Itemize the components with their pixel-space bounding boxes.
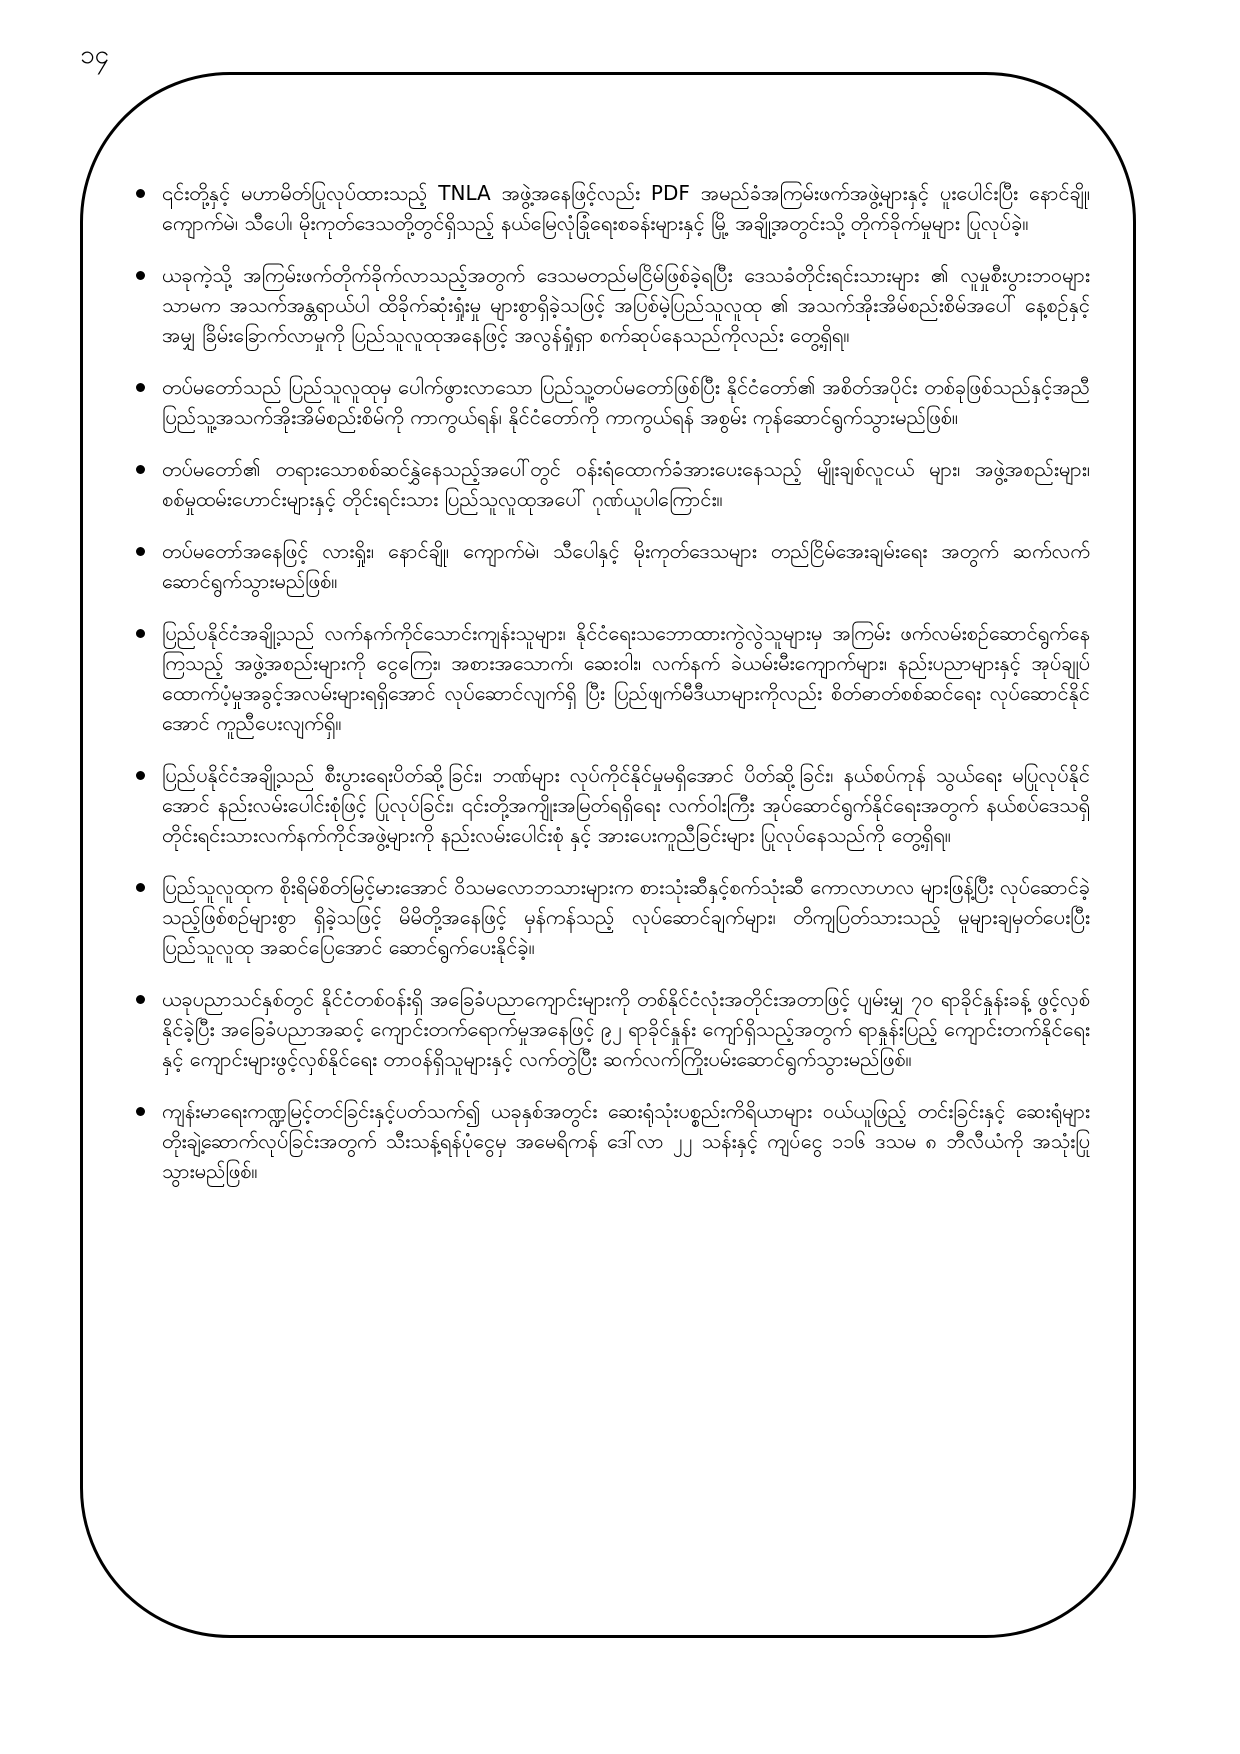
- bullet-text: ယခုကဲ့သို့ အကြမ်းဖက်တိုက်ခိုက်လာသည့်အတွက် ဒေသမတည်မငြိမ်ဖြစ်ခဲ့ရပြီး ဒေသခံတိုင်းရင်းသားများ ၏ လူမှုစီးပွားဘဝများသာမက အသက်အန္တရာယ်ပါ ထိခိုက်ဆုံးရှုံးမှု များစွာရှိခဲ့သဖြင့် အပြစ်မဲ့ပြည်သူလူထု ၏ အသက်အိုးအိမ်စည်းစိမ်အပေါ် နေ့စဉ်နှင့်အမျှ ခြိမ်းခြောက်လာမှုကို ပြည်သူလူထုအနေဖြင့် အလွန်ရှုံရှာ စက်ဆုပ်နေသည်ကိုလည်း တွေ့ရှိရ။: [162, 263, 1090, 347]
- bullet-text: ပြည်ပနိုင်ငံအချို့သည် စီးပွားရေးပိတ်ဆို့ခြင်း၊ ဘဏ်များ လုပ်ကိုင်နိုင်မှုမရှိအောင် ပိတ်ဆို့ခြင်း၊ နယ်စပ်ကုန် သွယ်ရေး မပြုလုပ်နိုင်အောင် နည်းလမ်းပေါင်းစုံဖြင့် ပြုလုပ်ခြင်း၊ ၎င်းတို့အကျိုးအမြတ်ရရှိရေး လက်ဝါးကြီး အုပ်ဆောင်ရွက်နိုင်ရေးအတွက် နယ်စပ်ဒေသရှိ တိုင်းရင်းသားလက်နက်ကိုင်အဖွဲ့များကို နည်းလမ်းပေါင်းစုံ နှင့် အားပေးကူညီခြင်းများ ပြုလုပ်နေသည်ကို တွေ့ရှိရ။: [162, 763, 1090, 847]
- bullet-text: တပ်မတော်၏ တရားသောစစ်ဆင်နွှဲနေသည့်အပေါ်တွင် ဝန်းရံထောက်ခံအားပေးနေသည့် မျိုးချစ်လူငယ် များ၊ အဖွဲ့အစည်းများ၊ စစ်မှုထမ်းဟောင်းများနှင့် တိုင်းရင်းသား ပြည်သူလူထုအပေါ် ဂုဏ်ယူပါကြောင်း။: [162, 457, 1090, 511]
- bullet-text: ကျန်းမာရေးကဏ္ဍမြင့်တင်ခြင်းနှင့်ပတ်သက်၍ ယခုနှစ်အတွင်း ဆေးရုံသုံးပစ္စည်းကိရိယာများ ဝယ်ယူဖြည့် တင်းခြင်းနှင့် ဆေးရုံများတိုးချဲ့ဆောက်လုပ်ခြင်းအတွက် သီးသန့်ရန်ပုံငွေမှ အမေရိကန် ဒေါ်လာ ၂၂ သန်းနှင့် ကျပ်ငွေ ၁၁၆ ဒသမ ၈ ဘီလီယံကို အသုံးပြုသွားမည်ဖြစ်။: [162, 1099, 1090, 1183]
- bullet-item: [140, 536, 1090, 596]
- bullet-text: ပြည်သူလူထုက စိုးရိမ်စိတ်မြင့်မားအောင် ဝိသမလောဘသားများက စားသုံးဆီနှင့်စက်သုံးဆီ ကောလာဟလ များဖြန့်ပြီး လုပ်ဆောင်ခဲ့သည့်ဖြစ်စဉ်များစွာ ရှိခဲ့သဖြင့် မိမိတို့အနေဖြင့် မှန်ကန်သည့် လုပ်ဆောင်ချက်များ၊ တိကျပြတ်သားသည့် မူများချမှတ်ပေးပြီး ပြည်သူလူထု အဆင်ပြေအောင် ဆောင်ရွက်ပေးနိုင်ခဲ့။: [162, 875, 1090, 959]
- bullet-dot-icon: [136, 995, 145, 1004]
- bullet-list: [140, 178, 1090, 1208]
- bullet-item: [140, 260, 1090, 350]
- bullet-item: [140, 872, 1090, 962]
- bullet-item: [140, 760, 1090, 850]
- bullet-text: ပြည်ပနိုင်ငံအချို့သည် လက်နက်ကိုင်သောင်းကျန်းသူများ၊ နိုင်ငံရေးသဘောထားကွဲလွဲသူများမှ အကြမ်း ဖက်လမ်းစဉ်ဆောင်ရွက်နေကြသည့် အဖွဲ့အစည်းများကို ငွေကြေး၊ အစားအသောက်၊ ဆေးဝါး၊ လက်နက် ခဲယမ်းမီးကျောက်များ၊ နည်းပညာများနှင့် အုပ်ချုပ်ထောက်ပံ့မှုအခွင့်အလမ်းများရရှိအောင် လုပ်ဆောင်လျက်ရှိ ပြီး ပြည်ဖျက်မီဒီယာများကိုလည်း စိတ်ဓာတ်စစ်ဆင်ရေး လုပ်ဆောင်နိုင်အောင် ကူညီပေးလျက်ရှိ။: [162, 621, 1090, 735]
- bullet-text: ၎င်းတို့နှင့် မဟာမိတ်ပြုလုပ်ထားသည့် TNLA အဖွဲ့အနေဖြင့်လည်း PDF အမည်ခံအကြမ်းဖက်အဖွဲ့များနှင့် ပူးပေါင်းပြီး နောင်ချို၊ ကျောက်မဲ၊ သီပေါ၊ မိုးကုတ်ဒေသတို့တွင်ရှိသည့် နယ်မြေလုံခြုံရေးစခန်းများနှင့် မြို့ အချို့အတွင်းသို့ တိုက်ခိုက်မှုများ ပြုလုပ်ခဲ့။: [162, 181, 1090, 235]
- bullet-item: [140, 178, 1090, 238]
- bullet-item: [140, 372, 1090, 432]
- bullet-text: ယခုပညာသင်နှစ်တွင် နိုင်ငံတစ်ဝန်းရှိ အခြေခံပညာကျောင်းများကို တစ်နိုင်ငံလုံးအတိုင်းအတာဖြင့် ပျမ်းမျှ ၇၀ ရာခိုင်နှုန်းခန့် ဖွင့်လှစ်နိုင်ခဲ့ပြီး အခြေခံပညာအဆင့် ကျောင်းတက်ရောက်မှုအနေဖြင့် ၉၂ ရာခိုင်နှုန်း ကျော်ရှိသည့်အတွက် ရာနှုန်းပြည့် ကျောင်းတက်နိုင်ရေးနှင့် ကျောင်းများဖွင့်လှစ်နိုင်ရေး တာဝန်ရှိသူများနှင့် လက်တွဲပြီး ဆက်လက်ကြိုးပမ်းဆောင်ရွက်သွားမည်ဖြစ်။: [162, 987, 1090, 1071]
- bullet-dot-icon: [136, 547, 145, 556]
- bullet-dot-icon: [136, 771, 145, 780]
- bullet-dot-icon: [136, 189, 145, 198]
- bullet-text: တပ်မတော်သည် ပြည်သူလူထုမှ ပေါက်ဖွားလာသော ပြည်သူ့တပ်မတော်ဖြစ်ပြီး နိုင်ငံတော်၏ အစိတ်အပိုင်း တစ်ခုဖြစ်သည်နှင့်အညီ ပြည်သူ့အသက်အိုးအိမ်စည်းစိမ်ကို ကာကွယ်ရန်၊ နိုင်ငံတော်ကို ကာကွယ်ရန် အစွမ်း ကုန်ဆောင်ရွက်သွားမည်ဖြစ်။: [162, 375, 1090, 429]
- page-number: ၁၄: [80, 40, 110, 70]
- bullet-dot-icon: [136, 629, 145, 638]
- bullet-dot-icon: [136, 271, 145, 280]
- bullet-dot-icon: [136, 1107, 145, 1116]
- bullet-dot-icon: [136, 383, 145, 392]
- bullet-item: [140, 1096, 1090, 1186]
- bullet-dot-icon: [136, 465, 145, 474]
- bullet-item: [140, 454, 1090, 514]
- bullet-text: တပ်မတော်အနေဖြင့် လားရှိုး၊ နောင်ချို၊ ကျောက်မဲ၊ သီပေါနှင့် မိုးကုတ်ဒေသများ တည်ငြိမ်အေးချမ်းရေး အတွက် ဆက်လက်ဆောင်ရွက်သွားမည်ဖြစ်။: [162, 539, 1090, 593]
- bullet-dot-icon: [136, 883, 145, 892]
- bullet-item: [140, 984, 1090, 1074]
- bullet-item: [140, 618, 1090, 738]
